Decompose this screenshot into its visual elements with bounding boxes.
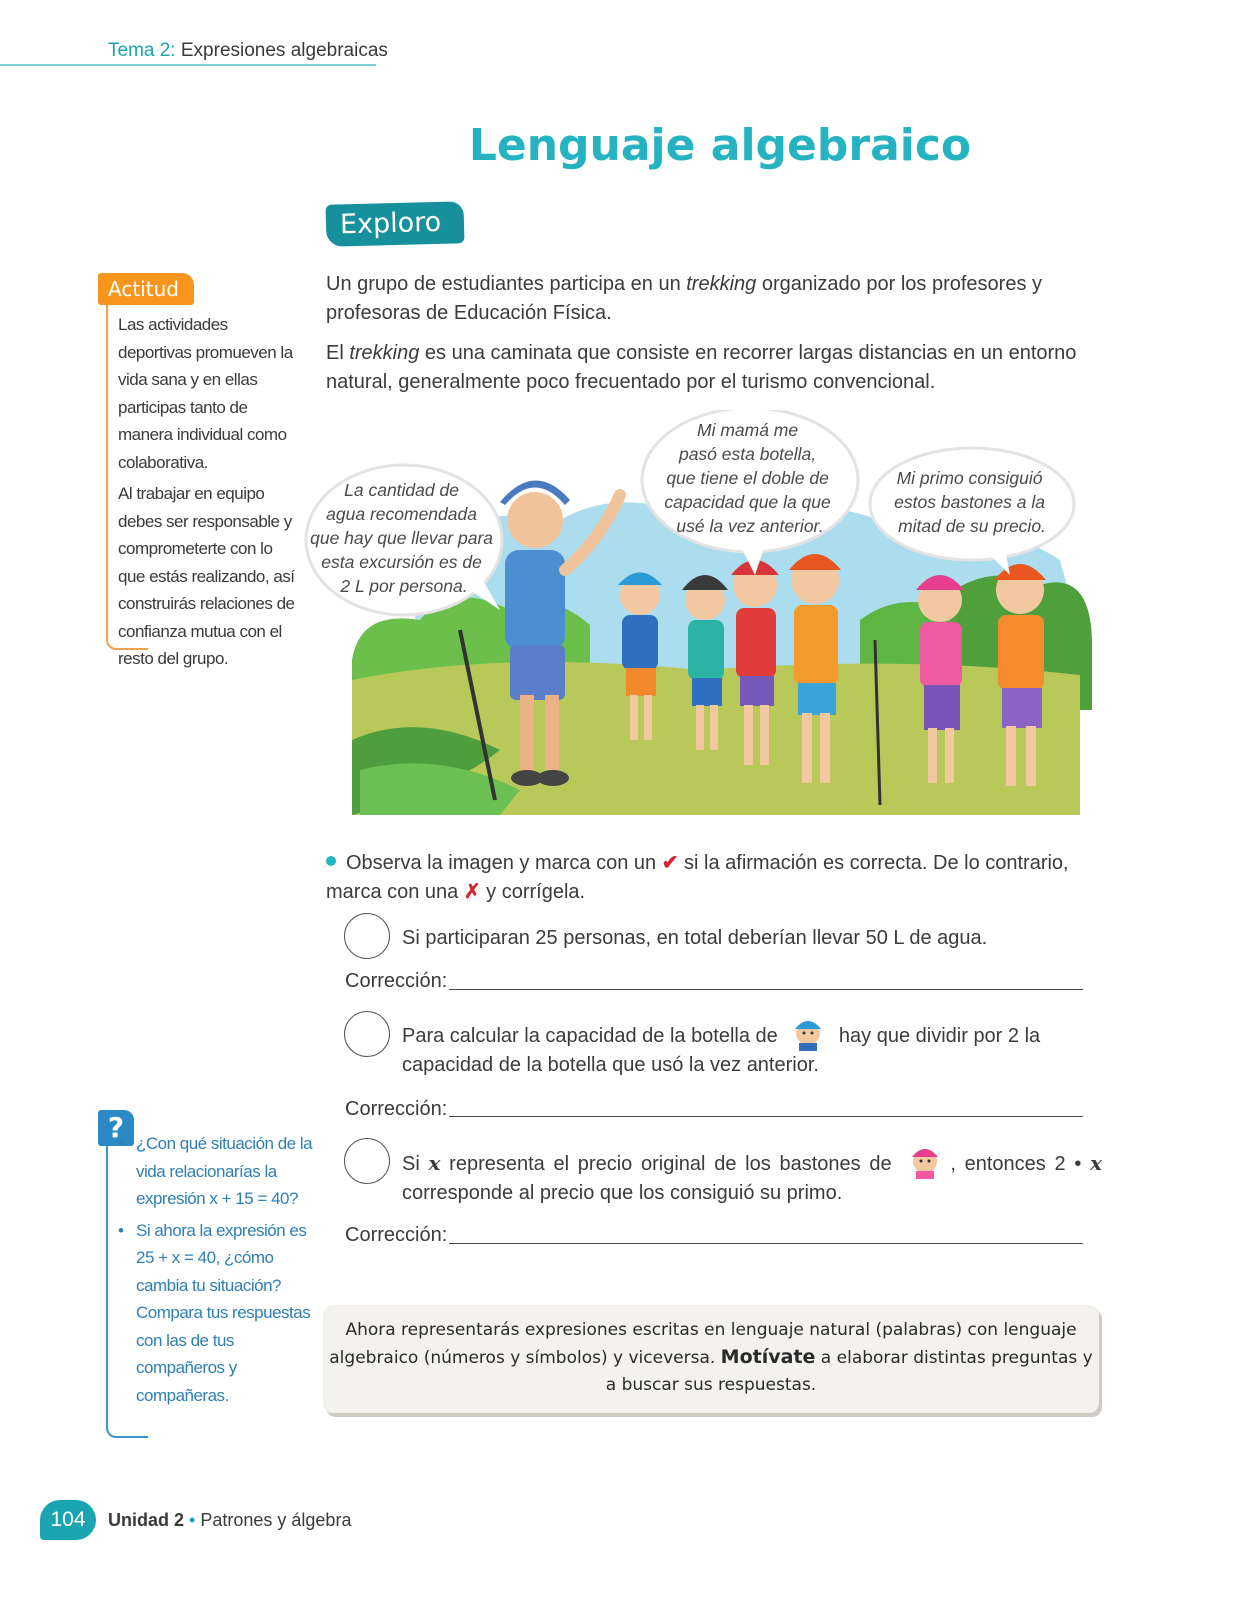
answer-circle-1[interactable] — [344, 913, 390, 959]
statement-2-text-a: Para calcular la capacidad de la botella de — [402, 1025, 784, 1047]
bubble-boy-line-2: estos bastones a la — [894, 492, 1045, 512]
header-rule — [0, 64, 376, 66]
statement-3 — [402, 1149, 1102, 1208]
statement-3-text-b: representa el precio original de los bastones de — [440, 1153, 901, 1175]
statement-3-variable: x — [428, 1151, 441, 1175]
footer-unit-label: Unidad 2 — [108, 1510, 185, 1530]
correction-line-1[interactable] — [449, 989, 1083, 990]
statement-1: Si participaran 25 personas, en total deberían llevar 50 L de agua. — [402, 927, 988, 949]
footer-separator: • — [189, 1510, 196, 1530]
question-2: • Si ahora la expresión es 25 + x = 40, ¿cómo cambia tu situación? Compara tus respuestas con las de tus compañeros y compañeras. — [118, 1217, 318, 1410]
note-text-a: Ahora representarás expresiones escritas en lenguaje natural (palabras) con lenguaje algebraico (números y símbolos) y viceversa. — [329, 1320, 1077, 1368]
answer-circle-3[interactable] — [344, 1138, 390, 1184]
bullet-icon — [326, 856, 336, 866]
actitud-tag: Actitud — [98, 273, 194, 305]
statement-3-variable-2: x — [1090, 1151, 1102, 1175]
footer-subject: Patrones y álgebra — [200, 1510, 352, 1530]
intro-paragraph-1 — [326, 270, 1116, 328]
header-topic-text: Expresiones algebraicas — [180, 40, 388, 61]
correction-label-3: Corrección: — [345, 1224, 448, 1246]
footer-unit — [108, 1510, 351, 1531]
bubble-teacher-line-2: agua recomendada — [326, 504, 477, 524]
statement-3-text-a: Si — [402, 1153, 429, 1175]
instruction-text-b: si la afirmación es correcta. De lo contrario, marca con una — [326, 852, 1069, 903]
instruction-text-c: y corrígela. — [480, 881, 586, 903]
bubble-teacher-line-5: 2 L por persona. — [340, 576, 468, 596]
question-1: • ¿Con qué situación de la vida relacionarías la expresión x + 15 = 40? — [118, 1130, 318, 1213]
bubble-girl-line-3: que tiene el doble de — [666, 468, 829, 488]
intro-paragraph-2 — [326, 339, 1116, 397]
girl-avatar-icon — [785, 1009, 831, 1051]
check-mark-icon: ✔ — [661, 852, 679, 874]
actitud-paragraph-1: Las actividades deportivas promueven la vida sana y en ellas participas tanto de manera individual como colaborativa. — [118, 315, 293, 472]
statement-3-text-d: corresponde al precio que los consiguió su primo. — [402, 1182, 843, 1204]
bubble-boy-line-1: Mi primo consiguió — [896, 468, 1043, 488]
correction-line-3[interactable] — [449, 1243, 1083, 1244]
statement-2 — [402, 1022, 1102, 1080]
intro-p1-text-a: Un grupo de estudiantes participa en un — [326, 273, 687, 295]
note-emphasis: Motívate — [720, 1346, 816, 1368]
speech-bubble-teacher — [306, 465, 502, 615]
intro-p2-text-a: El — [326, 342, 350, 364]
bubble-teacher-line-1: La cantidad de — [344, 480, 459, 500]
section-tag-exploro: Exploro — [325, 201, 464, 247]
answer-circle-2[interactable] — [344, 1011, 390, 1057]
questions-list — [118, 1130, 318, 1413]
bubble-girl-line-5: usé la vez anterior. — [676, 516, 824, 536]
trekking-illustration — [300, 410, 1120, 830]
actitud-paragraph-2: Al trabajar en equipo debes ser responsable y comprometerte con lo que estás realizando, así construirás relaciones de confianza mutua con el resto del grupo. — [118, 484, 295, 668]
bubble-girl-line-1: Mi mamá me — [697, 420, 799, 440]
correction-line-2[interactable] — [449, 1116, 1083, 1117]
bubble-teacher-line-3: que hay que llevar para — [310, 528, 494, 548]
bubble-girl-line-2: pasó esta botella, — [678, 444, 817, 464]
note-box — [323, 1305, 1099, 1413]
cross-mark-icon: ✗ — [463, 881, 481, 903]
activity-instruction — [326, 849, 1116, 907]
correction-label-1: Corrección: — [345, 970, 448, 992]
page-title: Lenguaje algebraico — [468, 120, 972, 171]
instruction-text-a: Observa la imagen y marca con un — [346, 852, 662, 874]
statement-3-text-c: , entonces 2 • — [950, 1153, 1091, 1175]
bubble-girl-line-4: capacidad que la que — [664, 492, 831, 512]
correction-label-2: Corrección: — [345, 1098, 448, 1120]
question-mark-icon: ? — [98, 1110, 134, 1146]
bubble-boy-line-3: mitad de su precio. — [898, 516, 1046, 536]
intro-p2-text-b: es una caminata que consiste en recorrer largas distancias en un entorno natural, generalmente poco frecuentado por el turismo convencional. — [326, 342, 1077, 393]
intro-p1-emphasis: trekking — [686, 273, 757, 295]
actitud-text — [118, 311, 298, 677]
intro-p1-text-b: organizado por los profesores y profesoras de Educación Física. — [326, 273, 1042, 324]
boy-avatar-icon — [902, 1137, 948, 1179]
header-label: Tema 2: — [108, 40, 176, 61]
intro-p2-emphasis: trekking — [349, 342, 420, 364]
svg-text:Mi primo consiguió estos — [894, 468, 1050, 536]
note-text-c: a elaborar distintas preguntas y a buscar sus respuestas. — [605, 1348, 1093, 1395]
statement-2-text-b: hay que dividir por 2 la capacidad de la botella que usó la vez anterior. — [402, 1025, 1041, 1076]
page-number: 104 — [40, 1500, 96, 1540]
header-topic — [108, 40, 388, 62]
bubble-teacher-line-4: esta excursión es de — [321, 552, 482, 572]
